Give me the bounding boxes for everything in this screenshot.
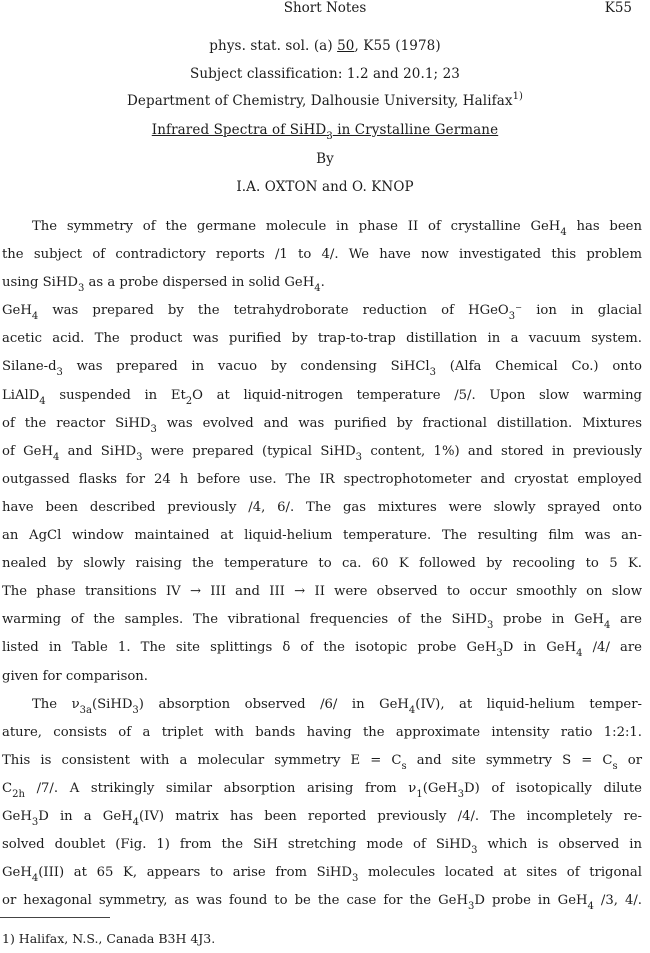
text-run: (Alfa Chemical Co.) onto (436, 359, 642, 375)
text-run: LiAlD (2, 387, 40, 403)
text-run: and SiHD (59, 443, 137, 459)
text-run: was prepared by the tetrahydroborate reduction of HGeO (38, 303, 509, 319)
text-line (2, 325, 642, 353)
affiliation-footnote-mark: 1) (512, 91, 524, 102)
running-title: Short Notes (283, 0, 367, 16)
article-body (2, 213, 642, 915)
text-run: /4/ are (582, 640, 642, 656)
paragraph-1 (2, 213, 642, 297)
subscript: 4 (31, 873, 39, 885)
text-line (2, 775, 642, 803)
text-run: suspended in Et (45, 387, 186, 403)
text-line (2, 241, 642, 269)
text-run: The phase transitions IV → III and III → II were observed to occur smoothly on slow (2, 584, 642, 600)
text-run: (SiHD (91, 696, 133, 712)
title-part2: in Crystalline Germane (332, 122, 499, 138)
text-run: Silane-d (2, 359, 57, 375)
subscript: 3 (352, 873, 359, 885)
subscript: 3 (150, 423, 157, 435)
text-line (2, 213, 642, 241)
text-run: warming of the samples. The vibrational frequencies of the SiHD (2, 612, 487, 628)
text-run: was prepared in vacuo by condensing SiHCl (62, 359, 430, 375)
text-run: was evolved and was purified by fractional distillation. Mixtures (156, 415, 642, 431)
text-run: or (617, 752, 642, 768)
title-part1: Infrared Spectra of SiHD (151, 122, 327, 138)
subscript: 4 (39, 395, 46, 407)
text-run: The symmetry of the germane molecule in phase II of crystalline GeH (32, 219, 561, 234)
subscript: 3 (77, 283, 85, 295)
affiliation-text: Department of Chemistry, Dalhousie University, Halifax (126, 93, 513, 109)
text-run: were prepared (typical SiHD (142, 443, 356, 459)
text-line (2, 297, 642, 325)
text-line (2, 353, 642, 381)
subscript: 3 (496, 648, 503, 660)
text-line (2, 606, 642, 634)
subscript: 4 (560, 227, 567, 238)
text-run: of GeH (2, 443, 53, 459)
text-run: solved doublet (Fig. 1) from the SiH stretching mode of SiHD (2, 837, 472, 853)
text-run: has been (566, 219, 642, 234)
text-line (2, 887, 642, 915)
subscript: 3 (471, 845, 478, 857)
subscript: 4 (132, 816, 140, 828)
text-run: D in GeH (502, 640, 577, 656)
subscript: 4 (603, 620, 611, 632)
text-run: given for comparison. (2, 668, 148, 684)
text-run: ) absorption observed /6/ in GeH (138, 696, 409, 712)
text-run: using SiHD (2, 275, 78, 291)
by-line: By (316, 151, 334, 167)
subscript: 3 (56, 367, 63, 379)
text-run: D in a GeH (38, 808, 133, 824)
text-run: ature, consists of a triplet with bands having the approximate intensity ratio 1:2:1. (2, 724, 642, 740)
running-header (0, 0, 650, 20)
text-run: nealed by slowly raising the temperature to ca. 60 K followed by recooling to 5 K. (2, 556, 642, 572)
text-line (2, 438, 642, 466)
text-run: (III) at 65 K, appears to arise from SiHD (38, 865, 352, 881)
subscript: 4 (314, 283, 321, 295)
text-run: O at liquid-nitrogen temperature /5/. Upon slow warming (192, 387, 643, 403)
text-run: D) of isotopically dilute (464, 780, 642, 796)
text-run: or hexagonal symmetry, as was found to be the case for the GeH (2, 893, 468, 909)
subscript: 3 (508, 311, 516, 323)
text-run: D probe in GeH (474, 893, 588, 909)
subscript: 4 (587, 901, 594, 913)
paragraph-2 (2, 297, 642, 690)
text-run: and site symmetry S = C (406, 752, 613, 768)
subscript: 3a (79, 704, 92, 716)
footnote-divider (0, 917, 110, 918)
text-line (2, 269, 642, 297)
subscript: 3 (355, 451, 363, 463)
text-run: an AgCl window maintained at liquid-helium temperature. The resulting film was an- (2, 528, 642, 544)
subscript: 4 (52, 451, 60, 463)
subscript: 3 (486, 620, 494, 632)
citation-suffix: , K55 (1978) (354, 38, 441, 54)
page-number: K55 (604, 0, 632, 16)
footnote: 1) Halifax, N.S., Canada B3H 4J3. (2, 931, 216, 946)
text-line (2, 578, 642, 606)
text-run: are (610, 612, 642, 628)
text-run: /7/. A strikingly similar absorption arising from ν (24, 780, 417, 796)
text-run: GeH (2, 865, 32, 881)
text-run: C (2, 780, 13, 796)
text-run: This is consistent with a molecular symmetry E = C (2, 752, 402, 768)
text-line (2, 550, 642, 578)
text-run: listed in Table 1. The site splittings δ of the isotopic probe GeH (2, 640, 497, 656)
text-run: (GeH (422, 780, 458, 796)
text-run: ⁻ ion in glacial (515, 303, 643, 319)
text-line (2, 410, 642, 438)
article-title (0, 122, 650, 142)
text-line (2, 634, 642, 662)
subscript: 4 (408, 704, 416, 716)
title-subscript: 3 (326, 131, 333, 142)
text-run: GeH (2, 303, 32, 319)
subscript: 2h (12, 788, 25, 800)
text-line (2, 494, 642, 522)
text-run: acetic acid. The product was purified by trap-to-trap distillation in a vacuum system. (2, 331, 642, 347)
text-line (2, 747, 642, 775)
citation-prefix: phys. stat. sol. (a) (209, 38, 338, 54)
text-line (2, 466, 642, 494)
text-run: (IV), at liquid-helium temper- (415, 696, 642, 712)
text-run: The ν (32, 696, 80, 712)
text-line (2, 522, 642, 550)
affiliation (0, 93, 650, 109)
subscript: 4 (576, 648, 583, 660)
authors: I.A. OXTON and O. KNOP (236, 179, 414, 195)
text-line (2, 859, 642, 887)
text-run: have been described previously /4, 6/. The gas mixtures were slowly sprayed onto (2, 499, 642, 515)
text-line (2, 719, 642, 747)
text-line (2, 831, 642, 859)
citation-volume: 50 (337, 38, 355, 54)
text-line (2, 691, 642, 719)
subscript: 3 (429, 367, 437, 379)
text-run: (IV) matrix has been reported previously /4/. The incompletely re- (139, 808, 643, 824)
text-line (2, 663, 642, 691)
text-run: as a probe dispersed in solid GeH (84, 275, 315, 291)
subscript: 1 (416, 788, 423, 800)
subscript: 3 (31, 816, 39, 828)
citation-line (0, 38, 650, 54)
subscript: 3 (132, 704, 139, 716)
subscript: 3 (136, 451, 143, 463)
subscript: 3 (467, 901, 475, 913)
subscript: s (401, 760, 407, 772)
text-run: of the reactor SiHD (2, 415, 151, 431)
text-run: outgassed flasks for 24 h before use. The IR spectrophotometer and cryostat employed (2, 471, 642, 487)
subscript: 3 (457, 788, 465, 800)
text-run: content, 1%) and stored in previously (362, 443, 642, 459)
subscript: s (612, 760, 618, 772)
text-run: the subject of contradictory reports /1 to 4/. We have now investigated this problem (2, 247, 642, 263)
text-run: molecules located at sites of trigonal (358, 865, 642, 881)
text-run: /3, 4/. (593, 893, 642, 909)
text-run: which is observed in (477, 837, 642, 853)
text-run: probe in GeH (493, 612, 604, 628)
subscript: 2 (185, 395, 193, 407)
subscript: 4 (31, 311, 39, 323)
paragraph-3 (2, 691, 642, 916)
text-run: . (320, 275, 325, 291)
subject-classification: Subject classification: 1.2 and 20.1; 23 (190, 66, 460, 82)
text-run: GeH (2, 808, 32, 824)
text-line (2, 803, 642, 831)
text-line (2, 382, 642, 410)
